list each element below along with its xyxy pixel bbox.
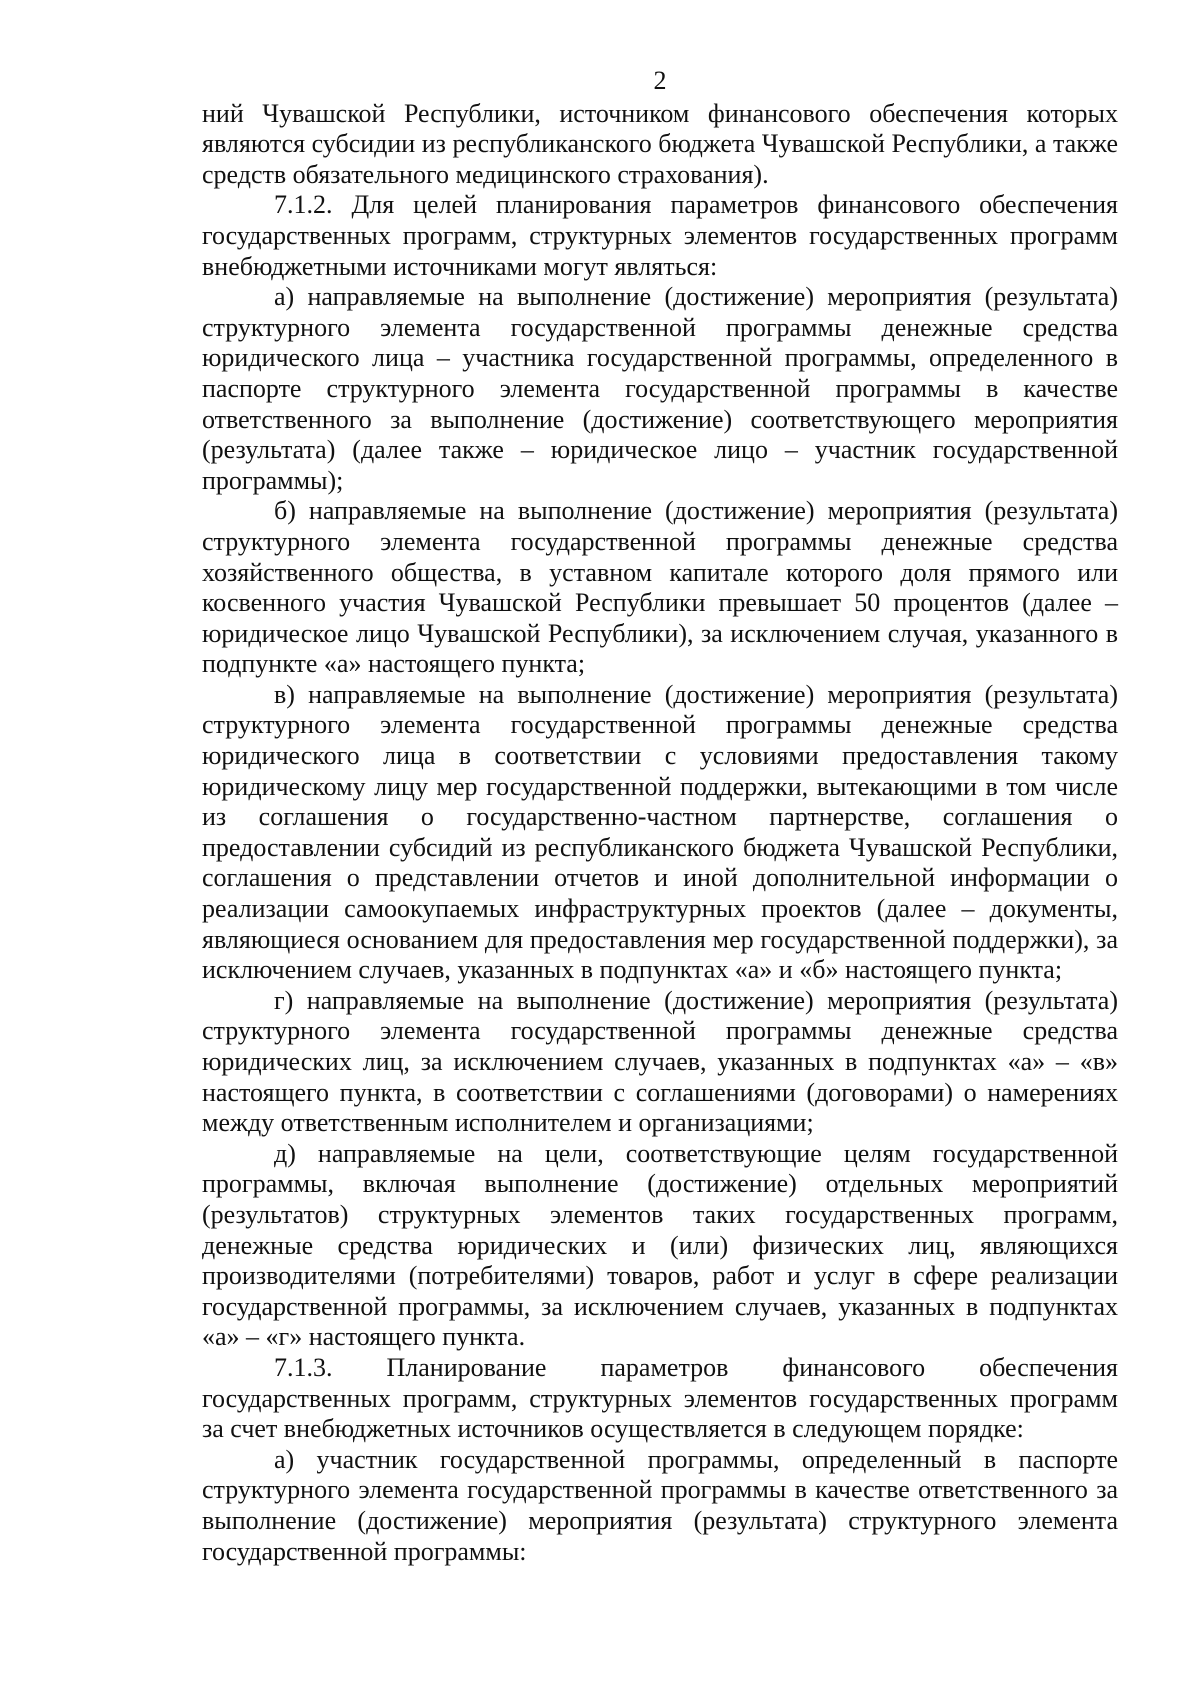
page-number: 2 <box>653 66 667 95</box>
paragraph-7-1-2: 7.1.2. Для целей планирования параметров финансового обеспечения государственных программ, структурных элементов государственных программ внебюджетными источниками могут являться: <box>202 190 1118 281</box>
paragraph-item-b: б) направляемые на выполнение (достижение) мероприятия (результата) структурного элемента государственной программы денежные средства хозяйственного общества, в уставном капитале которого доля прямого или косвенного участия Чувашской Республики превышает 50 процентов (далее – юридическое лицо Чувашской Республики), за исключением случая, указанного в подпункте «а» настоящего пункта; <box>202 496 1118 679</box>
paragraph-item-g: г) направляемые на выполнение (достижение) мероприятия (результата) структурного элемента государственной программы денежные средства юридических лиц, за исключением случаев, указанных в подпунктах «а» – «в» настоящего пункта, в соответствии с соглашениями (договорами) о намерениях между ответственным исполнителем и организациями; <box>202 985 1118 1138</box>
paragraph-7-1-3: 7.1.3. Планирование параметров финансового обеспечения государственных программ, структурных элементов государственных программ за счет внебюджетных источников осуществляется в следующем порядке: <box>202 1352 1118 1444</box>
paragraph-item-d: д) направляемые на цели, соответствующие целям государственной программы, включая выполнение (достижение) отдельных мероприятий (результатов) структурных элементов таких государственных программ, денежные средства юридических и (или) физических лиц, являющихся производителями (потребителями) товаров, работ и услуг в сфере реализации государственной программы, за исключением случаев, указанных в подпунктах «а» – «г» настоящего пункта. <box>202 1138 1118 1352</box>
document-body <box>202 99 1118 1568</box>
paragraph-item-a: а) направляемые на выполнение (достижение) мероприятия (результата) структурного элемента государственной программы денежные средства юридического лица – участника государственной программы, определенного в паспорте структурного элемента государственной программы в качестве ответственного за выполнение (достижение) соответствующего мероприятия (результата) (далее также – юридическое лицо – участник государственной программы); <box>202 282 1118 495</box>
paragraph-item-a-2: а) участник государственной программы, определенный в паспорте структурного элемента государственной программы в качестве ответственного за выполнение (достижение) мероприятия (результата) структурного элемента государственной программы: <box>202 1444 1118 1566</box>
paragraph-continuation: ний Чувашской Республики, источником финансового обеспечения которых являются субсидии из республиканского бюджета Чувашской Республики, а также средств обязательного медицинского страхования). <box>202 98 1118 189</box>
paragraph-item-v: в) направляемые на выполнение (достижение) мероприятия (результата) структурного элемента государственной программы денежные средства юридического лица в соответствии с условиями предоставления такому юридическому лицу мер государственной поддержки, вытекающими в том числе из соглашения о государственно-частном партнерстве, соглашения о предоставлении субсидий из республиканского бюджета Чувашской Республики, соглашения о представлении отчетов и иной дополнительной информации о реализации самоокупаемых инфраструктурных проектов (далее – документы, являющиеся основанием для предоставления мер государственной поддержки), за исключением случаев, указанных в подпунктах «а» и «б» настоящего пункта; <box>202 679 1118 985</box>
